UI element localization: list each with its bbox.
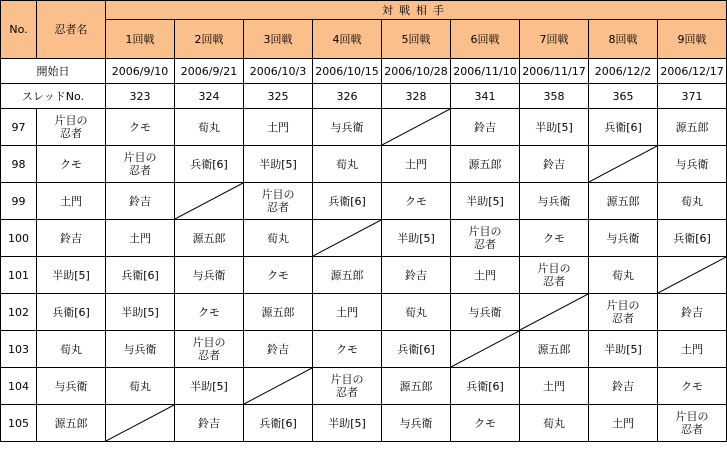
cell-text-line: 兵衛[6] xyxy=(604,120,642,134)
row-number: 98 xyxy=(1,146,37,183)
diagonal-slash xyxy=(589,146,657,182)
opponent-cell xyxy=(244,294,313,331)
opponent-cell xyxy=(313,183,382,220)
opponent-cell xyxy=(313,331,382,368)
cell-text-line: 半助[5] xyxy=(190,379,228,393)
no-header: No. xyxy=(1,1,37,59)
diagonal-slash xyxy=(244,368,312,404)
start-date-row xyxy=(1,59,727,84)
cell-text-line: 土門 xyxy=(681,342,704,356)
cell-text-line: 忍者 xyxy=(129,164,151,177)
opponent-cell xyxy=(589,183,658,220)
cell-text-line: 鈴吉 xyxy=(405,268,427,282)
row-number: 99 xyxy=(1,183,37,220)
cell-text-line: 忍者 xyxy=(543,275,565,288)
round-header: 9回戦 xyxy=(658,20,727,59)
diagonal-slash xyxy=(520,294,588,330)
opponent-cell xyxy=(106,294,175,331)
table-row xyxy=(1,331,727,368)
opponent-cell xyxy=(175,331,244,368)
cell-text-line: 源五郎 xyxy=(261,305,295,319)
cell-text-line: 鈴吉 xyxy=(129,194,151,208)
opponent-cell xyxy=(589,405,658,442)
round-header: 4回戦 xyxy=(313,20,382,59)
table-row xyxy=(1,257,727,294)
opponent-cell xyxy=(658,405,727,442)
cell-text-line: 土門 xyxy=(612,416,634,430)
cell-text-line: 兵衛[6] xyxy=(328,194,366,208)
cell-text-line: 片目の xyxy=(261,188,295,201)
diagonal-slash xyxy=(175,183,243,219)
thread-cell: 328 xyxy=(382,84,451,109)
opponent-cell xyxy=(589,257,658,294)
start-date-cell: 2006/9/21 xyxy=(175,59,244,84)
cell-text-line: 与兵衛 xyxy=(468,305,502,319)
no-match-cell xyxy=(520,294,589,331)
opponent-header: 対戦相手 xyxy=(106,1,727,20)
opponent-cell xyxy=(382,257,451,294)
opponent-cell xyxy=(382,368,451,405)
no-match-cell xyxy=(451,331,520,368)
thread-cell: 324 xyxy=(175,84,244,109)
no-match-cell xyxy=(589,146,658,183)
ninja-name xyxy=(37,183,106,220)
row-number: 101 xyxy=(1,257,37,294)
table-row xyxy=(1,405,727,442)
no-match-cell xyxy=(175,183,244,220)
thread-cell: 325 xyxy=(244,84,313,109)
cell-text-line: 土門 xyxy=(336,305,358,319)
row-number: 104 xyxy=(1,368,37,405)
cell-text-line: 荀丸 xyxy=(681,194,704,208)
table-row xyxy=(1,183,727,220)
cell-text-line: 半助[5] xyxy=(121,305,159,319)
opponent-cell xyxy=(451,405,520,442)
cell-text-line: 半助[5] xyxy=(52,268,90,282)
opponent-cell xyxy=(589,220,658,257)
cell-text-line: 源五郎 xyxy=(606,194,640,208)
row-number: 100 xyxy=(1,220,37,257)
diagonal-slash xyxy=(451,331,519,367)
no-match-cell xyxy=(244,368,313,405)
start-date-cell: 2006/12/2 xyxy=(589,59,658,84)
cell-text-line: 源五郎 xyxy=(675,120,709,134)
opponent-cell xyxy=(658,368,727,405)
cell-text-line: 片目の xyxy=(606,299,640,312)
name-header: 忍者名 xyxy=(37,1,106,59)
opponent-cell xyxy=(658,220,727,257)
ninja-name xyxy=(37,331,106,368)
cell-text-line: 鈴吉 xyxy=(681,305,704,319)
round-header: 1回戦 xyxy=(106,20,175,59)
diagonal-slash xyxy=(658,257,726,293)
opponent-cell xyxy=(106,146,175,183)
cell-text-line: 片目の xyxy=(537,262,571,275)
ninja-name xyxy=(37,405,106,442)
opponent-cell xyxy=(382,146,451,183)
cell-text-line: 片目の xyxy=(330,373,364,386)
round-header: 7回戦 xyxy=(520,20,589,59)
cell-text-line: 兵衛[6] xyxy=(190,157,228,171)
opponent-cell xyxy=(175,220,244,257)
cell-text-line: 兵衛[6] xyxy=(52,305,90,319)
opponent-cell xyxy=(313,405,382,442)
opponent-cell xyxy=(313,294,382,331)
cell-text-line: 鈴吉 xyxy=(543,157,565,171)
opponent-cell xyxy=(175,405,244,442)
opponent-cell xyxy=(244,331,313,368)
cell-text-line: 荀丸 xyxy=(405,305,427,319)
thread-label: スレッドNo. xyxy=(1,84,106,109)
cell-text-line: 土門 xyxy=(543,379,565,393)
opponent-cell xyxy=(106,183,175,220)
opponent-cell xyxy=(589,368,658,405)
round-header-row xyxy=(1,20,727,59)
opponent-cell xyxy=(313,257,382,294)
cell-text-line: 兵衛[6] xyxy=(397,342,435,356)
cell-text-line: 与兵衛 xyxy=(330,120,364,134)
thread-row xyxy=(1,84,727,109)
opponent-cell xyxy=(589,331,658,368)
cell-text-line: 忍者 xyxy=(681,423,704,436)
no-match-cell xyxy=(658,257,727,294)
opponent-cell xyxy=(244,183,313,220)
cell-text-line: 半助[5] xyxy=(466,194,504,208)
table-row xyxy=(1,368,727,405)
opponent-cell xyxy=(451,368,520,405)
cell-text-line: 忍者 xyxy=(60,127,82,140)
cell-text-line: 半助[5] xyxy=(604,342,642,356)
opponent-cell xyxy=(589,294,658,331)
cell-text-line: クモ xyxy=(336,342,358,356)
cell-text-line: 土門 xyxy=(474,268,496,282)
opponent-cell xyxy=(520,257,589,294)
opponent-cell xyxy=(244,220,313,257)
thread-cell: 341 xyxy=(451,84,520,109)
cell-text-line: 与兵衛 xyxy=(675,157,709,171)
diagonal-slash xyxy=(106,405,174,441)
opponent-cell xyxy=(175,257,244,294)
opponent-cell xyxy=(520,220,589,257)
start-date-cell: 2006/11/10 xyxy=(451,59,520,84)
cell-text-line: 忍者 xyxy=(267,201,289,214)
cell-text-line: 半助[5] xyxy=(259,157,297,171)
opponent-cell xyxy=(244,146,313,183)
opponent-cell xyxy=(382,294,451,331)
cell-text-line: 忍者 xyxy=(474,238,496,251)
cell-text-line: 忍者 xyxy=(198,349,220,362)
row-number: 97 xyxy=(1,109,37,146)
cell-text-line: 兵衛[6] xyxy=(259,416,297,430)
cell-text-line: 源五郎 xyxy=(468,157,502,171)
cell-text-line: 兵衛[6] xyxy=(121,268,159,282)
no-match-cell xyxy=(313,220,382,257)
opponent-cell xyxy=(382,405,451,442)
opponent-cell xyxy=(658,109,727,146)
cell-text-line: 源五郎 xyxy=(399,379,433,393)
opponent-cell xyxy=(313,368,382,405)
row-number: 102 xyxy=(1,294,37,331)
cell-text-line: クモ xyxy=(129,120,151,134)
ninja-name xyxy=(37,109,106,146)
cell-text-line: クモ xyxy=(474,416,496,430)
opponent-cell xyxy=(175,294,244,331)
no-match-cell xyxy=(382,109,451,146)
cell-text-line: クモ xyxy=(267,268,289,282)
opponent-cell xyxy=(451,109,520,146)
opponent-cell xyxy=(451,257,520,294)
cell-text-line: 源五郎 xyxy=(192,231,226,245)
cell-text-line: 荀丸 xyxy=(543,416,565,430)
opponent-cell xyxy=(658,294,727,331)
opponent-cell xyxy=(520,331,589,368)
opponent-cell xyxy=(520,368,589,405)
cell-text-line: クモ xyxy=(405,194,427,208)
opponent-cell xyxy=(175,146,244,183)
opponent-cell xyxy=(106,220,175,257)
ninja-name xyxy=(37,146,106,183)
cell-text-line: 半助[5] xyxy=(328,416,366,430)
ninja-name xyxy=(37,294,106,331)
thread-cell: 365 xyxy=(589,84,658,109)
cell-text-line: 源五郎 xyxy=(537,342,571,356)
opponent-cell xyxy=(520,109,589,146)
cell-text-line: 荀丸 xyxy=(267,231,289,245)
opponent-cell xyxy=(313,109,382,146)
thread-cell: 323 xyxy=(106,84,175,109)
diagonal-slash xyxy=(382,109,450,145)
cell-text-line: 半助[5] xyxy=(397,231,435,245)
cell-text-line: 土門 xyxy=(267,120,289,134)
opponent-cell xyxy=(106,109,175,146)
cell-text-line: 兵衛[6] xyxy=(673,231,711,245)
cell-text-line: 片目の xyxy=(192,336,226,349)
start-date-cell: 2006/10/3 xyxy=(244,59,313,84)
cell-text-line: 忍者 xyxy=(612,312,634,325)
opponent-cell xyxy=(658,331,727,368)
opponent-cell xyxy=(520,405,589,442)
opponent-cell xyxy=(589,109,658,146)
opponent-cell xyxy=(106,368,175,405)
cell-text-line: 鈴吉 xyxy=(474,120,496,134)
opponent-cell xyxy=(451,183,520,220)
cell-text-line: クモ xyxy=(681,379,704,393)
round-header: 8回戦 xyxy=(589,20,658,59)
ninja-name xyxy=(37,220,106,257)
cell-text-line: 荀丸 xyxy=(129,379,151,393)
start-date-cell: 2006/9/10 xyxy=(106,59,175,84)
opponent-cell xyxy=(244,109,313,146)
opponent-cell xyxy=(658,146,727,183)
ninja-name xyxy=(37,368,106,405)
cell-text-line: 荀丸 xyxy=(198,120,220,134)
cell-text-line: クモ xyxy=(60,157,82,171)
opponent-cell xyxy=(520,183,589,220)
row-number: 103 xyxy=(1,331,37,368)
cell-text-line: クモ xyxy=(198,305,220,319)
cell-text-line: 片目の xyxy=(468,225,502,238)
cell-text-line: 半助[5] xyxy=(535,120,573,134)
table-row xyxy=(1,109,727,146)
cell-text-line: 鈴吉 xyxy=(612,379,634,393)
cell-text-line: 与兵衛 xyxy=(399,416,433,430)
thread-cell: 371 xyxy=(658,84,727,109)
diagonal-slash xyxy=(313,220,381,256)
cell-text-line: 忍者 xyxy=(336,386,358,399)
thread-cell: 358 xyxy=(520,84,589,109)
cell-text-line: 土門 xyxy=(405,157,427,171)
cell-text-line: 鈴吉 xyxy=(198,416,220,430)
round-header: 5回戦 xyxy=(382,20,451,59)
start-date-cell: 2006/11/17 xyxy=(520,59,589,84)
cell-text-line: クモ xyxy=(543,231,565,245)
cell-text-line: 与兵衛 xyxy=(606,231,640,245)
cell-text-line: 荀丸 xyxy=(612,268,634,282)
cell-text-line: 荀丸 xyxy=(336,157,358,171)
opponent-cell xyxy=(382,220,451,257)
cell-text-line: 片目の xyxy=(54,114,88,127)
cell-text-line: 鈴吉 xyxy=(267,342,289,356)
table-row xyxy=(1,294,727,331)
start-date-cell: 2006/10/15 xyxy=(313,59,382,84)
opponent-cell xyxy=(658,183,727,220)
row-number: 105 xyxy=(1,405,37,442)
opponent-cell xyxy=(451,294,520,331)
cell-text-line: 片目の xyxy=(123,151,157,164)
round-header: 6回戦 xyxy=(451,20,520,59)
cell-text-line: 源五郎 xyxy=(54,416,88,430)
opponent-cell xyxy=(520,146,589,183)
opponent-cell xyxy=(451,146,520,183)
no-match-cell xyxy=(106,405,175,442)
table-row xyxy=(1,146,727,183)
start-date-cell: 2006/12/17 xyxy=(658,59,727,84)
thread-cell: 326 xyxy=(313,84,382,109)
cell-text-line: 荀丸 xyxy=(60,342,82,356)
opponent-cell xyxy=(382,183,451,220)
cell-text-line: 与兵衛 xyxy=(192,268,226,282)
cell-text-line: 源五郎 xyxy=(330,268,364,282)
cell-text-line: 土門 xyxy=(129,231,151,245)
opponent-cell xyxy=(451,220,520,257)
opponent-cell xyxy=(244,257,313,294)
round-header: 3回戦 xyxy=(244,20,313,59)
opponent-cell xyxy=(106,331,175,368)
round-header: 2回戦 xyxy=(175,20,244,59)
cell-text-line: 土門 xyxy=(60,194,82,208)
cell-text-line: 鈴吉 xyxy=(60,231,82,245)
cell-text-line: 片目の xyxy=(675,410,709,423)
opponent-cell xyxy=(244,405,313,442)
opponent-cell xyxy=(382,331,451,368)
opponent-cell xyxy=(313,146,382,183)
cell-text-line: 与兵衛 xyxy=(54,379,88,393)
start-date-label: 開始日 xyxy=(1,59,106,84)
opponent-cell xyxy=(175,368,244,405)
cell-text-line: 与兵衛 xyxy=(123,342,157,356)
cell-text-line: 与兵衛 xyxy=(537,194,571,208)
cell-text-line: 兵衛[6] xyxy=(466,379,504,393)
opponent-cell xyxy=(175,109,244,146)
ninja-name xyxy=(37,257,106,294)
start-date-cell: 2006/10/28 xyxy=(382,59,451,84)
table-row xyxy=(1,220,727,257)
opponent-cell xyxy=(106,257,175,294)
